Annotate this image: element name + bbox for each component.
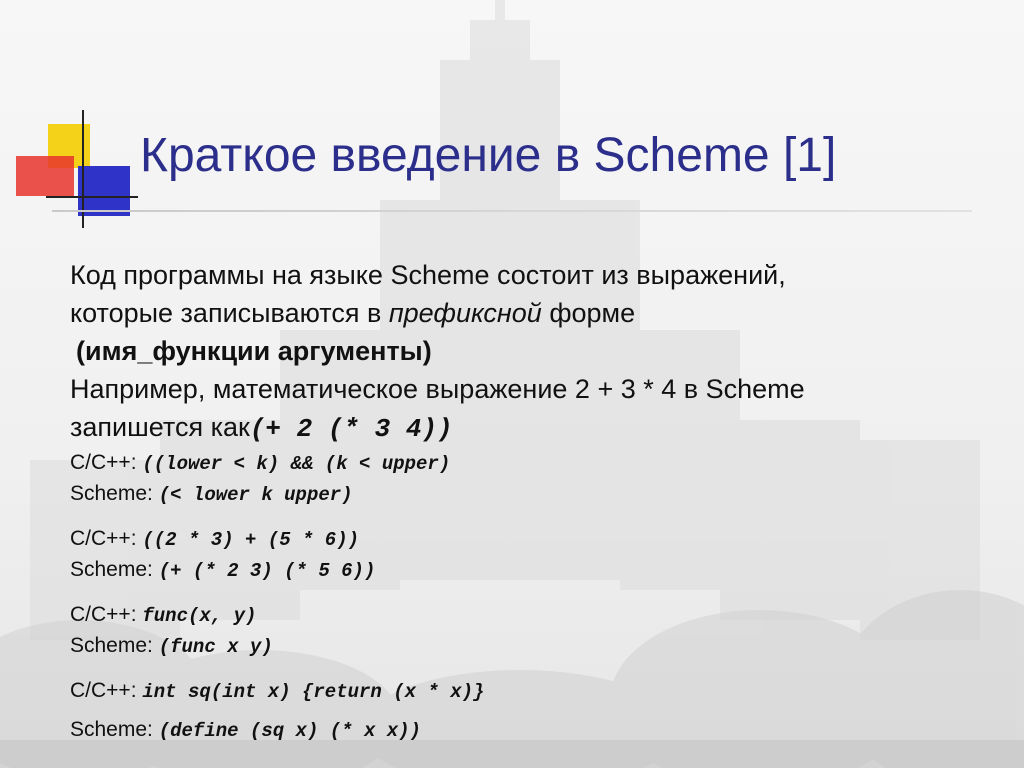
intro-line-2-tail: форме (541, 298, 636, 328)
cpp-label: C/C++: (70, 451, 143, 474)
pair-4-scheme (70, 715, 1010, 746)
intro-line-5-text: запишется как (70, 412, 250, 442)
pair-4-cpp (70, 676, 1010, 707)
intro-line-2-emphasis: префиксной (388, 298, 542, 328)
scheme-code: (func x y) (158, 636, 273, 658)
scheme-code: (define (sq x) (* x x)) (158, 720, 421, 742)
function-form: (имя_функции аргументы) (76, 336, 432, 366)
scheme-label: Scheme: (70, 634, 159, 657)
intro-line-5 (70, 408, 1010, 448)
scheme-code: (+ (* 2 3) (* 5 6)) (158, 560, 376, 582)
title-divider (52, 210, 972, 212)
pair-3-cpp (70, 600, 1010, 631)
scheme-label: Scheme: (70, 558, 159, 581)
cpp-code: int sq(int x) {return (x * x)} (142, 681, 485, 703)
cpp-label: C/C++: (70, 603, 143, 626)
slide-title: Краткое введение в Scheme [1] (140, 129, 837, 182)
intro-example-code: (+ 2 (* 3 4)) (249, 414, 453, 444)
pair-2-cpp (70, 524, 1010, 555)
scheme-label: Scheme: (70, 482, 159, 505)
logo-icon (12, 110, 142, 230)
pair-2-scheme (70, 555, 1010, 586)
pair-1-scheme (70, 479, 1010, 510)
cpp-label: C/C++: (70, 679, 143, 702)
slide-body (70, 256, 1010, 746)
pair-3-scheme (70, 631, 1010, 662)
intro-line-2-text: которые записываются в (70, 298, 389, 328)
cpp-code: func(x, y) (142, 605, 257, 627)
cpp-code: ((lower < k) && (k < upper) (142, 453, 451, 475)
intro-line-4: Например, математическое выражение 2 + 3 * 4 в Scheme (70, 374, 805, 404)
cpp-label: C/C++: (70, 527, 143, 550)
pair-1-cpp (70, 448, 1010, 479)
intro-line-2 (70, 294, 1010, 332)
scheme-code: (< lower k upper) (158, 484, 353, 506)
intro-line-1: Код программы на языке Scheme состоит из выражений, (70, 260, 786, 290)
scheme-label: Scheme: (70, 718, 159, 741)
cpp-code: ((2 * 3) + (5 * 6)) (142, 529, 360, 551)
